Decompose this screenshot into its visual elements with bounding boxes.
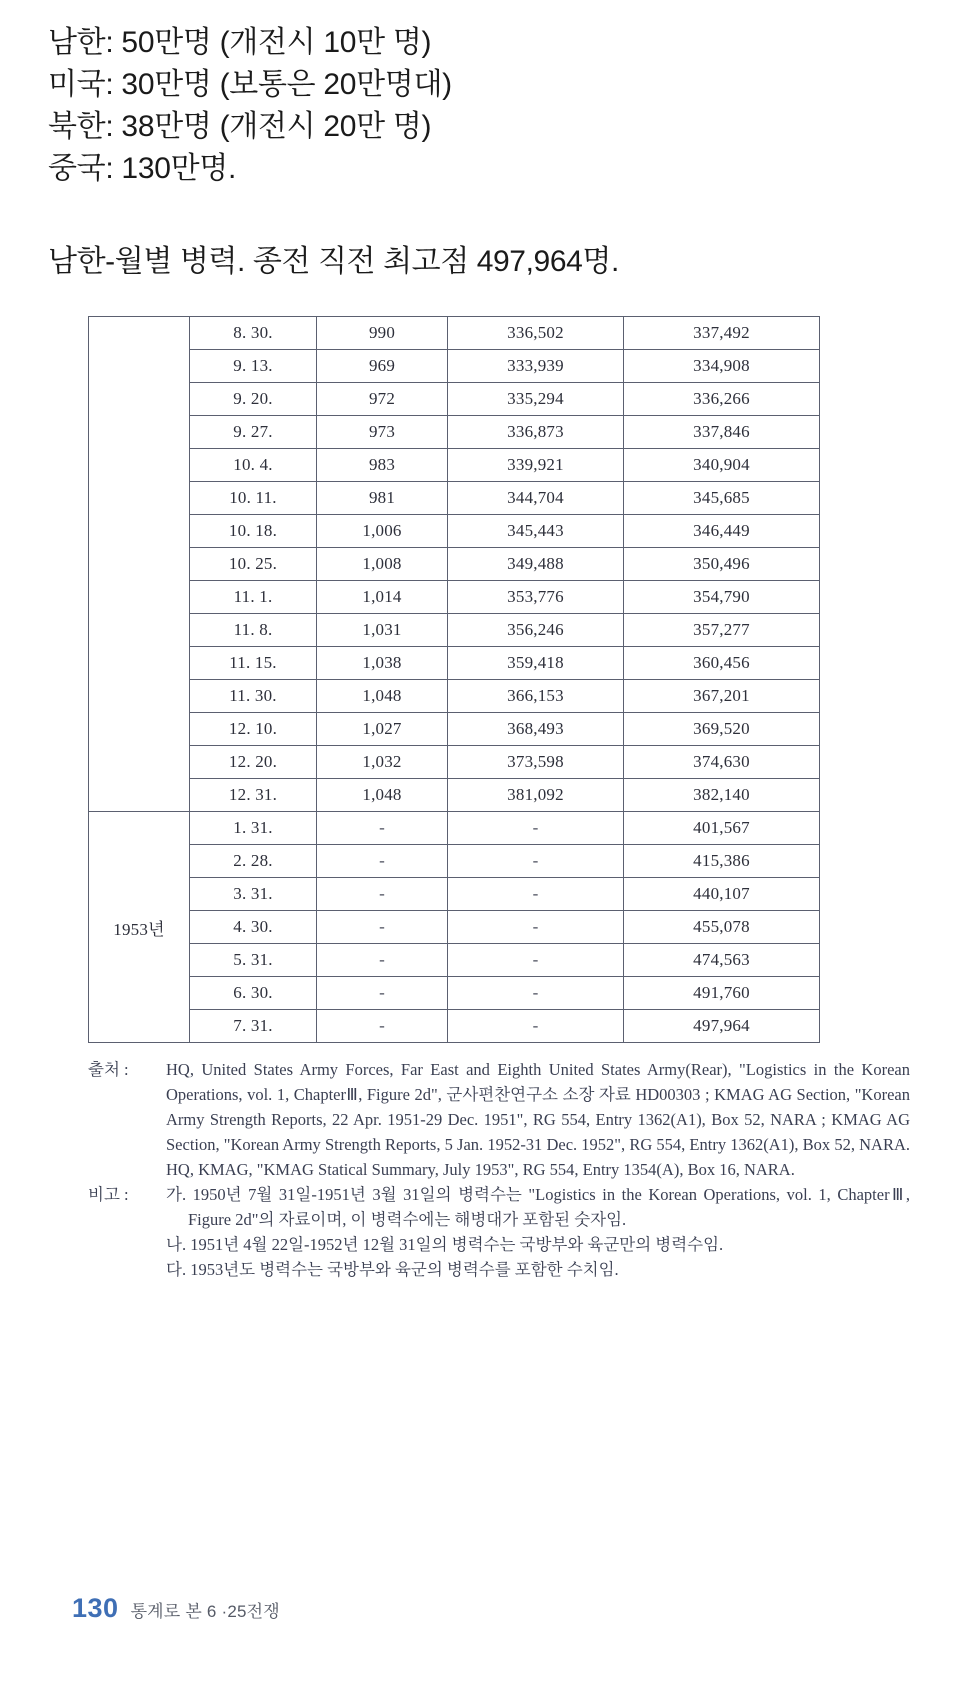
cell-value-total: 345,685 [624,482,820,515]
intro-line-usa: 미국: 30만명 (보통은 20만명대) [48,68,452,101]
cell-value-total: 497,964 [624,1010,820,1043]
cell-date: 10. 11. [190,482,317,515]
cell-value-b: 349,488 [448,548,624,581]
cell-value-b: 336,873 [448,416,624,449]
table-row [89,977,820,1010]
cell-value-total: 354,790 [624,581,820,614]
cell-value-b: 333,939 [448,350,624,383]
cell-date: 11. 30. [190,680,317,713]
cell-value-b: 344,704 [448,482,624,515]
cell-value-total: 367,201 [624,680,820,713]
cell-value-b: - [448,1010,624,1043]
cell-date: 6. 30. [190,977,317,1010]
cell-date: 10. 4. [190,449,317,482]
table-row [89,779,820,812]
cell-value-a: 1,038 [317,647,448,680]
table-row [89,317,820,350]
cell-value-a: - [317,944,448,977]
cell-value-a: 1,031 [317,614,448,647]
cell-value-b: 356,246 [448,614,624,647]
cell-value-a: - [317,845,448,878]
cell-value-a: - [317,878,448,911]
cell-value-total: 340,904 [624,449,820,482]
table-row [89,581,820,614]
cell-value-total: 336,266 [624,383,820,416]
table-row [89,350,820,383]
table-row [89,614,820,647]
cell-date: 1. 31. [190,812,317,845]
cell-value-b: - [448,845,624,878]
cell-date: 11. 1. [190,581,317,614]
cell-value-total: 360,456 [624,647,820,680]
table-notes [0,1057,970,1282]
cell-value-total: 382,140 [624,779,820,812]
cell-date: 3. 31. [190,878,317,911]
cell-value-total: 337,492 [624,317,820,350]
cell-value-total: 455,078 [624,911,820,944]
cell-value-a: 1,027 [317,713,448,746]
cell-date: 8. 30. [190,317,317,350]
cell-value-b: 339,921 [448,449,624,482]
cell-value-total: 415,386 [624,845,820,878]
strength-table-container [88,316,814,1043]
cell-value-a: 972 [317,383,448,416]
table-row [89,383,820,416]
remark-item: 가. 1950년 7월 31일-1951년 3월 31일의 병력수는 "Logistics in the Korean Operations, vol. 1, ChapterⅢ, Figure 2d"의 자료이며, 이 병력수에는 해병대가 포함된 숫자임. [166,1185,910,1229]
cell-date: 12. 31. [190,779,317,812]
cell-value-a: - [317,812,448,845]
table-row [89,845,820,878]
cell-value-total: 350,496 [624,548,820,581]
cell-date: 11. 15. [190,647,317,680]
cell-value-a: 981 [317,482,448,515]
cell-value-total: 357,277 [624,614,820,647]
footer-book-title: 통계로 본 6 ·25전쟁 [130,1602,280,1621]
source-note [88,1057,910,1182]
cell-value-a: 1,048 [317,680,448,713]
cell-value-a: 1,032 [317,746,448,779]
remark-list [166,1182,910,1282]
cell-date: 9. 20. [190,383,317,416]
cell-value-b: 359,418 [448,647,624,680]
table-row [89,878,820,911]
cell-date: 10. 25. [190,548,317,581]
cell-value-total: 346,449 [624,515,820,548]
cell-value-total: 401,567 [624,812,820,845]
cell-value-a: 1,008 [317,548,448,581]
cell-value-total: 440,107 [624,878,820,911]
cell-date: 7. 31. [190,1010,317,1043]
cell-value-total: 337,846 [624,416,820,449]
table-row [89,680,820,713]
cell-value-b: 353,776 [448,581,624,614]
table-row [89,482,820,515]
table-row [89,911,820,944]
table-row [89,746,820,779]
remark-item: 다. 1953년도 병력수는 국방부와 육군의 병력수를 포함한 수치임. [166,1260,619,1279]
cell-value-a: - [317,911,448,944]
table-row [89,1010,820,1043]
table-row [89,449,820,482]
cell-date: 10. 18. [190,515,317,548]
year-cell-1953: 1953년 [89,812,190,1043]
page-footer [72,1593,280,1624]
cell-value-b: 335,294 [448,383,624,416]
source-text: HQ, United States Army Forces, Far East and Eighth United States Army(Rear), "Logistics in the Korean Operations, vol. 1, ChapterⅢ, Figure 2d", 군사편찬연구소 소장 자료 HD00303 ; KMAG AG Section, "Korean Army Strength Reports, 22 Apr. 1951-29 Dec. 1951", RG 554, Entry 1362(A1), Box 52, NARA ; KMAG AG Section, "Korean Army Strength Reports, 5 Jan. 1952-31 Dec. 1952", RG 554, Entry 1362(A1), Box 52, NARA. HQ, KMAG, "KMAG Statical Summary, July 1953", RG 554, Entry 1354(A), Box 16, NARA. [166,1060,910,1179]
intro-line-china: 중국: 130만명. [48,152,236,185]
cell-value-a: 1,006 [317,515,448,548]
remark-label: 비고 : [88,1185,129,1204]
cell-value-a: 983 [317,449,448,482]
table-row [89,647,820,680]
cell-value-a: - [317,1010,448,1043]
cell-date: 9. 13. [190,350,317,383]
remark-note [88,1182,910,1282]
year-cell-blank [89,317,190,812]
cell-value-b: 381,092 [448,779,624,812]
table-row [89,416,820,449]
cell-value-a: 973 [317,416,448,449]
intro-line-south-korea: 남한: 50만명 (개전시 10만 명) [48,26,432,59]
remark-item: 나. 1951년 4월 22일-1952년 12월 31일의 병력수는 국방부와 육군만의 병력수임. [166,1235,724,1254]
table-row [89,713,820,746]
source-label: 출처 : [88,1060,129,1079]
table-row [89,812,820,845]
cell-value-total: 474,563 [624,944,820,977]
cell-value-a: 969 [317,350,448,383]
cell-value-total: 374,630 [624,746,820,779]
cell-value-b: - [448,944,624,977]
cell-value-b: 366,153 [448,680,624,713]
cell-value-b: - [448,812,624,845]
cell-value-total: 334,908 [624,350,820,383]
cell-date: 11. 8. [190,614,317,647]
cell-date: 12. 20. [190,746,317,779]
cell-date: 12. 10. [190,713,317,746]
page-number: 130 [72,1593,119,1623]
intro-text-block [0,0,970,190]
table-body [89,317,820,1043]
table-row [89,944,820,977]
cell-value-b: - [448,878,624,911]
cell-value-b: 373,598 [448,746,624,779]
cell-value-b: - [448,911,624,944]
cell-date: 4. 30. [190,911,317,944]
cell-value-a: 1,014 [317,581,448,614]
cell-date: 2. 28. [190,845,317,878]
cell-value-a: 1,048 [317,779,448,812]
cell-value-b: 368,493 [448,713,624,746]
cell-value-a: 990 [317,317,448,350]
cell-value-b: 345,443 [448,515,624,548]
cell-value-total: 369,520 [624,713,820,746]
table-row [89,548,820,581]
table-row [89,515,820,548]
cell-date: 5. 31. [190,944,317,977]
intro-line-north-korea: 북한: 38만명 (개전시 20만 명) [48,110,432,143]
cell-value-b: 336,502 [448,317,624,350]
cell-value-a: - [317,977,448,1010]
monthly-strength-table [88,316,820,1043]
cell-value-total: 491,760 [624,977,820,1010]
cell-value-b: - [448,977,624,1010]
section-subtitle: 남한-월별 병력. 종전 직전 최고점 497,964명. [48,245,619,278]
cell-date: 9. 27. [190,416,317,449]
